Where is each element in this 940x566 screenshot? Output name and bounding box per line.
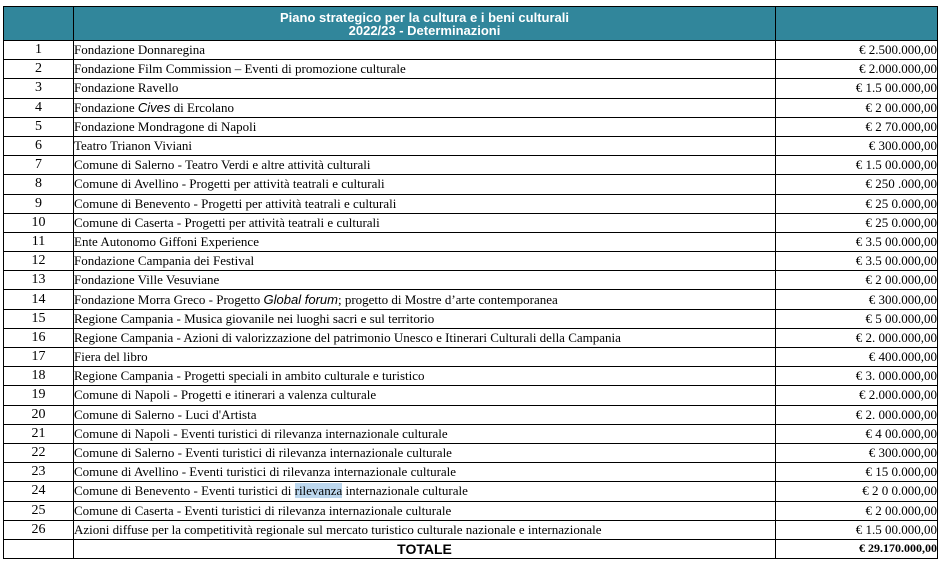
- table-row: [4, 79, 938, 98]
- row-amount: € 4 00.000,00: [776, 424, 938, 443]
- table-row: [4, 156, 938, 175]
- table-row: [4, 424, 938, 443]
- total-row: [4, 539, 938, 558]
- row-amount: € 2. 000.000,00: [776, 405, 938, 424]
- row-description: Comune di Caserta - Eventi turistici di rilevanza internazionale culturale: [74, 501, 776, 520]
- row-description: Fondazione Donnaregina: [74, 41, 776, 60]
- row-description: Comune di Napoli - Progetti e itinerari a valenza culturale: [74, 386, 776, 405]
- row-description: Fondazione Ravello: [74, 79, 776, 98]
- row-amount: € 2.000.000,00: [776, 60, 938, 79]
- row-amount: € 2.500.000,00: [776, 41, 938, 60]
- row-number: 24: [4, 482, 74, 501]
- row-number: 3: [4, 79, 74, 98]
- table-row: [4, 443, 938, 462]
- row-number: 2: [4, 60, 74, 79]
- row-description: Fondazione Film Commission – Eventi di promozione culturale: [74, 60, 776, 79]
- table-row: [4, 328, 938, 347]
- row-number: 26: [4, 520, 74, 539]
- row-description: [74, 482, 776, 501]
- row-number: 21: [4, 424, 74, 443]
- row-amount: € 300.000,00: [776, 443, 938, 462]
- row-description: Fondazione Ville Vesuviane: [74, 271, 776, 290]
- row-description: Comune di Avellino - Eventi turistici di rilevanza internazionale culturale: [74, 463, 776, 482]
- row-number: 19: [4, 386, 74, 405]
- row-description: Fondazione Mondragone di Napoli: [74, 117, 776, 136]
- row-amount: € 5 00.000,00: [776, 309, 938, 328]
- table-header-row: [4, 7, 938, 41]
- table-row: [4, 463, 938, 482]
- table-row: [4, 271, 938, 290]
- row-amount: € 1.5 00.000,00: [776, 79, 938, 98]
- row-number: 15: [4, 309, 74, 328]
- row-number: 7: [4, 156, 74, 175]
- row-description: Teatro Trianon Viviani: [74, 136, 776, 155]
- determinazioni-table: [3, 6, 938, 559]
- row-description: Regione Campania - Progetti speciali in ambito culturale e turistico: [74, 367, 776, 386]
- row-amount: € 1.5 00.000,00: [776, 520, 938, 539]
- row-amount: € 400.000,00: [776, 348, 938, 367]
- row-description: Ente Autonomo Giffoni Experience: [74, 232, 776, 251]
- row-number: 8: [4, 175, 74, 194]
- table-row: [4, 60, 938, 79]
- row-number: 1: [4, 41, 74, 60]
- table-row: [4, 405, 938, 424]
- row-amount: € 3. 000.000,00: [776, 367, 938, 386]
- table-row: [4, 213, 938, 232]
- row-description: Comune di Salerno - Teatro Verdi e altre attività culturali: [74, 156, 776, 175]
- row-number: 4: [4, 98, 74, 117]
- row-description: Azioni diffuse per la competitività regionale sul mercato turistico culturale nazionale e internazionale: [74, 520, 776, 539]
- row-description: Fondazione Campania dei Festival: [74, 252, 776, 271]
- row-description: Comune di Benevento - Progetti per attività teatrali e culturali: [74, 194, 776, 213]
- table-row: [4, 98, 938, 117]
- row-amount: € 250 .000,00: [776, 175, 938, 194]
- row-number: 11: [4, 232, 74, 251]
- total-label: TOTALE: [74, 539, 776, 558]
- row-amount: € 300.000,00: [776, 290, 938, 309]
- table-row: [4, 348, 938, 367]
- row-description: Comune di Caserta - Progetti per attività teatrali e culturali: [74, 213, 776, 232]
- row-amount: € 25 0.000,00: [776, 194, 938, 213]
- total-amount: € 29.170.000,00: [776, 539, 938, 558]
- header-num-cell: [4, 7, 74, 41]
- row-number: 18: [4, 367, 74, 386]
- table-row: [4, 194, 938, 213]
- row-amount: € 2.000.000,00: [776, 386, 938, 405]
- row-amount: € 3.5 00.000,00: [776, 252, 938, 271]
- row-amount: € 2 00.000,00: [776, 98, 938, 117]
- row-description: [74, 290, 776, 309]
- table-row: [4, 386, 938, 405]
- row-number: 16: [4, 328, 74, 347]
- row-description-highlight-text: rilevanza: [294, 483, 343, 499]
- row-amount: € 3.5 00.000,00: [776, 232, 938, 251]
- row-description-before-text: Fondazione Morra Greco - Progetto: [74, 291, 264, 307]
- row-description-after-text: ; progetto di Mostre d’arte contemporanea: [337, 291, 558, 307]
- row-description: Comune di Salerno - Eventi turistici di rilevanza internazionale culturale: [74, 443, 776, 462]
- row-description-after-text: di Ercolano: [170, 99, 234, 115]
- table-row: [4, 482, 938, 501]
- row-number: 25: [4, 501, 74, 520]
- table-row: [4, 175, 938, 194]
- table-row: [4, 309, 938, 328]
- table-row: [4, 41, 938, 60]
- table-title-line1: Piano strategico per la cultura e i beni culturali: [280, 9, 569, 25]
- row-description: Regione Campania - Azioni di valorizzazione del patrimonio Unesco e Itinerari Culturali della Campania: [74, 328, 776, 347]
- row-amount: € 2 70.000,00: [776, 117, 938, 136]
- header-amount-cell: [776, 7, 938, 41]
- row-description-italic-text: Global forum: [263, 291, 338, 307]
- row-amount: € 1.5 00.000,00: [776, 156, 938, 175]
- table-row: [4, 252, 938, 271]
- row-amount: € 2 00.000,00: [776, 271, 938, 290]
- table-title-line2: 2022/23 - Determinazioni: [348, 22, 501, 38]
- row-number: 5: [4, 117, 74, 136]
- row-number: 13: [4, 271, 74, 290]
- row-amount: € 2 0 0.000,00: [776, 482, 938, 501]
- row-description-after-text: internazionale culturale: [342, 483, 468, 499]
- row-description: Comune di Avellino - Progetti per attività teatrali e culturali: [74, 175, 776, 194]
- total-empty-cell: [4, 539, 74, 558]
- table-row: [4, 136, 938, 155]
- row-number: 23: [4, 463, 74, 482]
- row-description: Regione Campania - Musica giovanile nei luoghi sacri e sul territorio: [74, 309, 776, 328]
- row-description: Fiera del libro: [74, 348, 776, 367]
- row-description: Comune di Salerno - Luci d'Artista: [74, 405, 776, 424]
- row-number: 9: [4, 194, 74, 213]
- table-row: [4, 117, 938, 136]
- row-description-italic-text: Cives: [137, 99, 171, 115]
- row-description-before-text: Comune di Benevento - Eventi turistici di: [74, 483, 295, 499]
- row-number: 17: [4, 348, 74, 367]
- table-row: [4, 501, 938, 520]
- row-number: 22: [4, 443, 74, 462]
- row-amount: € 25 0.000,00: [776, 213, 938, 232]
- row-number: 10: [4, 213, 74, 232]
- table-row: [4, 290, 938, 309]
- row-number: 20: [4, 405, 74, 424]
- table-row: [4, 232, 938, 251]
- row-number: 14: [4, 290, 74, 309]
- row-description: Comune di Napoli - Eventi turistici di rilevanza internazionale culturale: [74, 424, 776, 443]
- row-amount: € 15 0.000,00: [776, 463, 938, 482]
- row-description-before-text: Fondazione: [74, 99, 138, 115]
- row-amount: € 300.000,00: [776, 136, 938, 155]
- table-row: [4, 367, 938, 386]
- row-number: 6: [4, 136, 74, 155]
- row-amount: € 2. 000.000,00: [776, 328, 938, 347]
- row-description: [74, 98, 776, 117]
- table-row: [4, 520, 938, 539]
- header-title-cell: [74, 7, 776, 41]
- row-amount: € 2 00.000,00: [776, 501, 938, 520]
- row-number: 12: [4, 252, 74, 271]
